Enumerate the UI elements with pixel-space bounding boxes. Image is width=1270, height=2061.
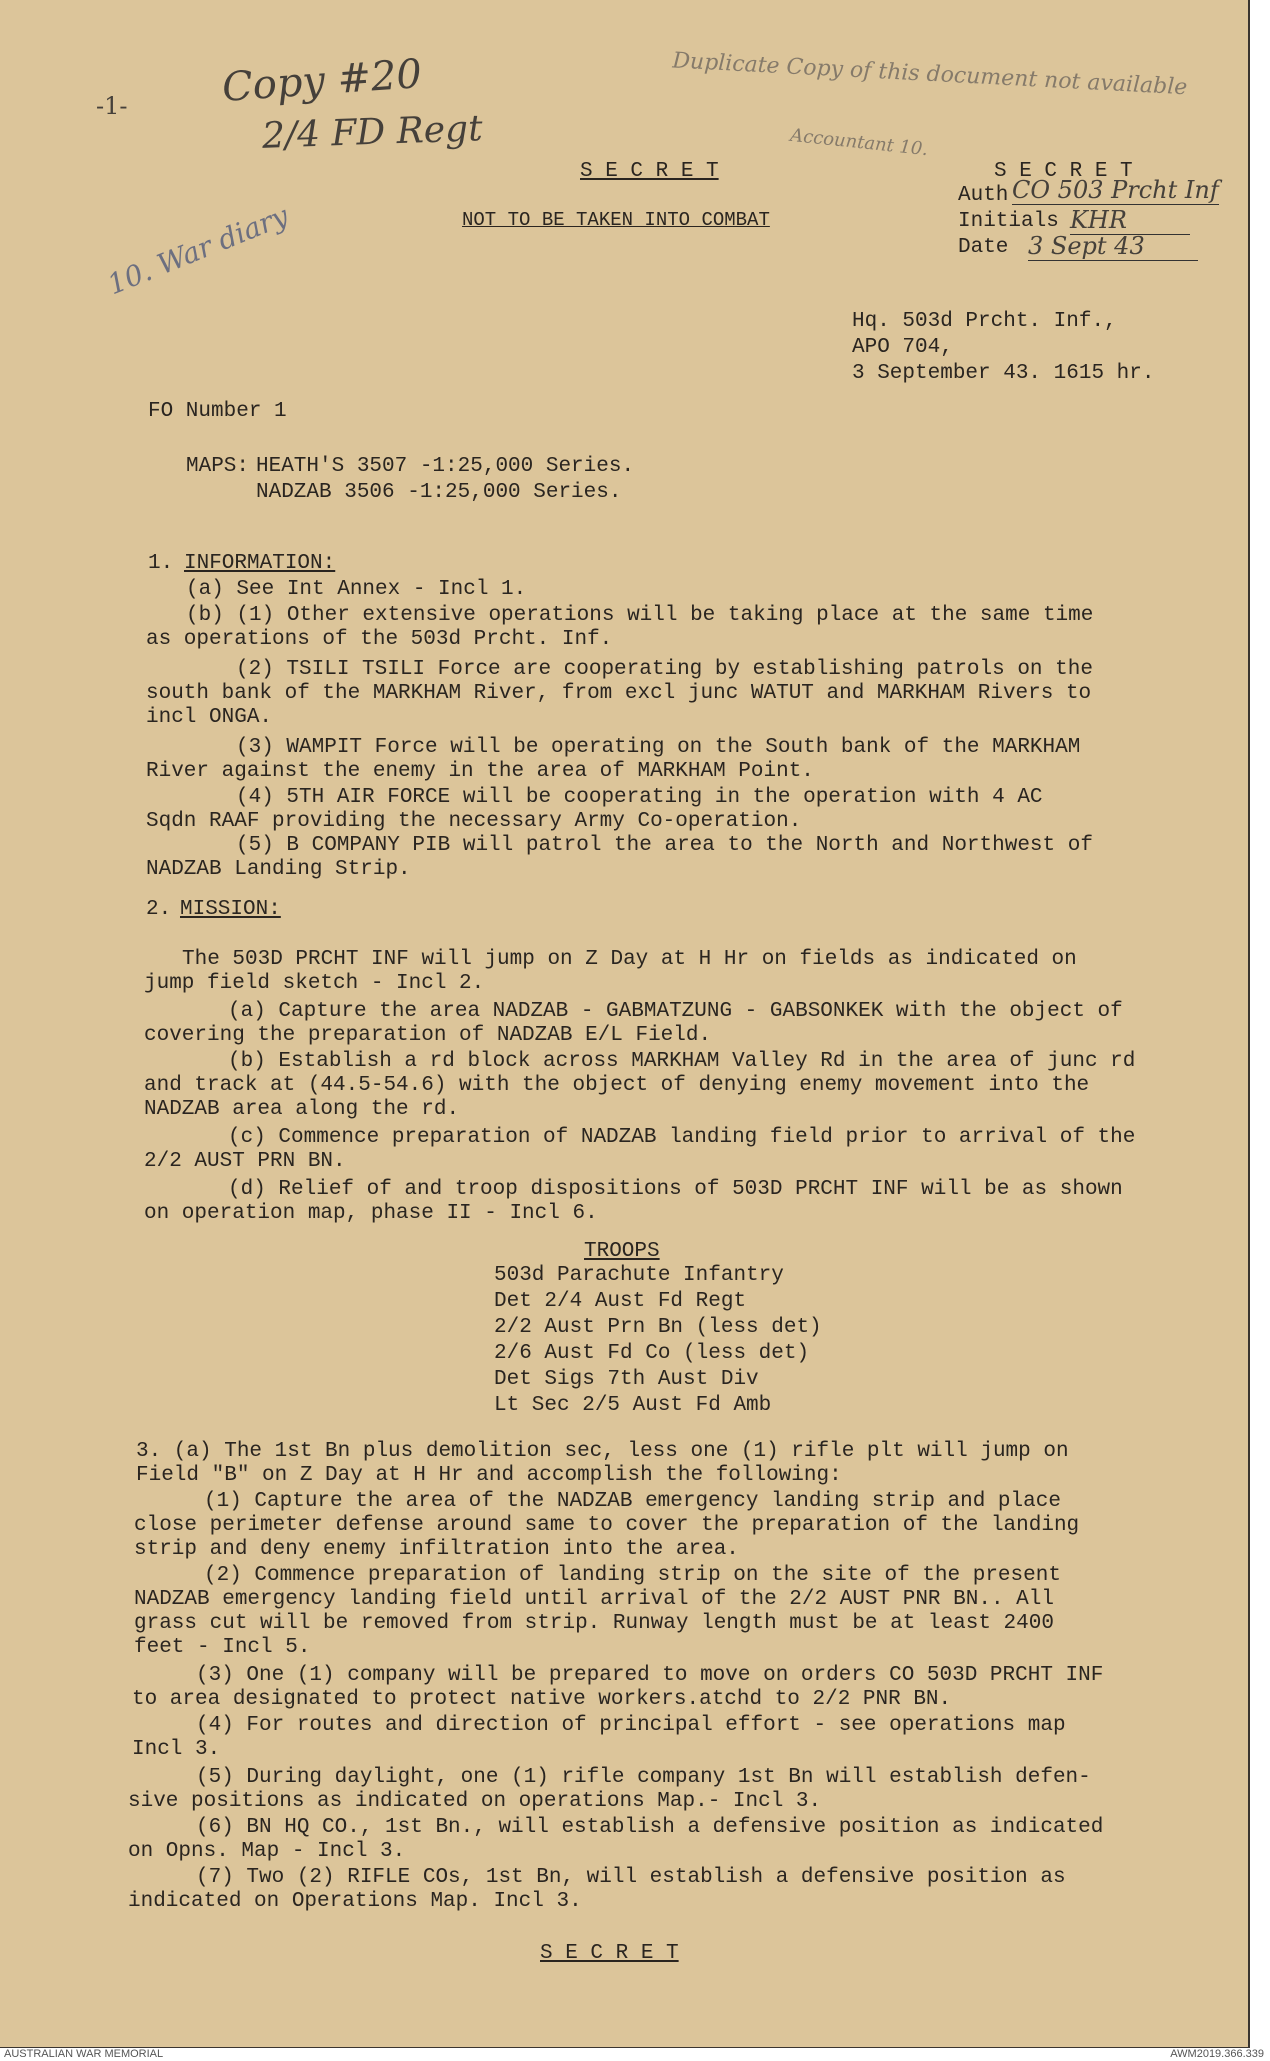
info-line: (3) WAMPIT Force will be operating on the South bank of the MARKHAM [236,736,1081,759]
archive-footer [0,2048,1270,2061]
section3-line: indicated on Operations Map. Incl 3. [128,1890,582,1913]
not-to-be-taken-into-combat: NOT TO BE TAKEN INTO COMBAT [462,209,770,231]
mission-line: and track at (44.5-54.6) with the object of denying enemy movement into the [144,1074,1090,1097]
mission-line: (c) Commence preparation of NADZAB landing field prior to arrival of the [228,1126,1136,1149]
section3-line: (3) One (1) company will be prepared to move on orders CO 503D PRCHT INF [196,1664,1104,1687]
section3-line: (2) Commence preparation of landing strip on the site of the present [204,1564,1061,1587]
mission-line: covering the preparation of NADZAB E/L Field. [144,1024,712,1047]
auth-label: Auth [958,184,1009,207]
handwritten-copy-number: Copy #20 [220,51,424,111]
date-value: 3 Sept 43 [1028,232,1198,261]
section3-line: Incl 3. [132,1738,221,1761]
auth-value: CO 503 Prcht Inf [1012,176,1219,204]
handwritten-unit: 2/4 FD Regt [261,108,484,157]
maps-line-2: NADZAB 3506 -1:25,000 Series. [256,481,622,504]
troops-item: Det 2/4 Aust Fd Regt [494,1290,747,1313]
maps-line-1: HEATH'S 3507 -1:25,000 Series. [256,455,635,478]
secret-footer: S E C R E T [540,1942,679,1965]
maps-label: MAPS: [186,455,250,478]
hq-line-2: APO 704, [852,336,953,359]
mission-line: jump field sketch - Incl 2. [144,972,485,995]
troops-item: Det Sigs 7th Aust Div [494,1368,759,1391]
section3-line: strip and deny enemy infiltration into the area. [134,1538,739,1561]
date-label: Date [958,236,1009,259]
mission-line: (a) Capture the area NADZAB - GABMATZUNG - GABSONKEK with the object of [228,1000,1123,1023]
mission-line: on operation map, phase II - Incl 6. [144,1202,598,1225]
section3-line: (6) BN HQ CO., 1st Bn., will establish a defensive position as indicated [196,1816,1104,1839]
initials-label: Initials [958,210,1059,233]
hq-line-3: 3 September 43. 1615 hr. [852,362,1155,385]
info-line: incl ONGA. [146,706,273,729]
fo-number: FO Number 1 [148,400,287,423]
info-line: River against the enemy in the area of MARKHAM Point. [146,760,814,783]
troops-heading: TROOPS [584,1240,660,1263]
section3-line: 3. (a) The 1st Bn plus demolition sec, less one (1) rifle plt will jump on [136,1440,1069,1463]
mission-line: The 503D PRCHT INF will jump on Z Day at H Hr on fields as indicated on [182,948,1077,971]
troops-item: 2/2 Aust Prn Bn (less det) [494,1316,822,1339]
information-number: 1. [148,552,174,575]
section3-line: feet - Incl 5. [134,1636,311,1659]
initials-value: KHR [1070,206,1190,235]
archive-catalogue-number: AWM2019.366.339 [1170,2048,1264,2060]
secret-right-header: S E C R E T [994,160,1133,183]
section3-line: to area designated to protect native workers.atchd to 2/2 PNR BN. [132,1688,952,1711]
hq-line-1: Hq. 503d Prcht. Inf., [852,310,1117,333]
section3-line: sive positions as indicated on operations Map.- Incl 3. [128,1790,822,1813]
info-line: as operations of the 503d Prcht. Inf. [146,628,613,651]
handwritten-margin-note: 10. War diary [102,198,293,302]
archive-source: AUSTRALIAN WAR MEMORIAL [4,2048,164,2060]
mission-line: (b) Establish a rd block across MARKHAM Valley Rd in the area of junc rd [228,1050,1136,1073]
troops-item: 2/6 Aust Fd Co (less det) [494,1342,810,1365]
info-line: NADZAB Landing Strip. [146,858,411,881]
mission-heading: MISSION: [180,898,281,921]
mission-number: 2. [146,898,172,921]
info-line: (b) (1) Other extensive operations will be taking place at the same time [186,604,1094,627]
secret-header: S E C R E T [580,160,719,183]
troops-item: Lt Sec 2/5 Aust Fd Amb [494,1394,772,1417]
section3-line: on Opns. Map - Incl 3. [128,1840,406,1863]
section3-line: (5) During daylight, one (1) rifle company 1st Bn will establish defen- [196,1766,1091,1789]
handwritten-initials: Accountant 10. [789,124,930,161]
mission-line: (d) Relief of and troop dispositions of 503D PRCHT INF will be as shown [228,1178,1123,1201]
section3-line: Field "B" on Z Day at H Hr and accomplish the following: [136,1464,842,1487]
section3-line: close perimeter defense around same to cover the preparation of the landing [134,1514,1080,1537]
info-line: (2) TSILI TSILI Force are cooperating by establishing patrols on the [236,658,1093,681]
section3-line: NADZAB emergency landing field until arrival of the 2/2 AUST PNR BN.. All [134,1588,1054,1611]
section3-line: (1) Capture the area of the NADZAB emergency landing strip and place [204,1490,1061,1513]
info-line: (5) B COMPANY PIB will patrol the area to the North and Northwest of [236,834,1093,857]
section3-line: (4) For routes and direction of principal effort - see operations map [196,1714,1066,1737]
information-heading: INFORMATION: [184,552,336,575]
handwritten-duplicate-note: Duplicate Copy of this document not available [671,48,1188,101]
info-line: (4) 5TH AIR FORCE will be cooperating in the operation with 4 AC [236,786,1043,809]
section3-line: grass cut will be removed from strip. Runway length must be at least 2400 [134,1612,1054,1635]
mission-line: 2/2 AUST PRN BN. [144,1150,346,1173]
info-line: (a) See Int Annex - Incl 1. [186,578,527,601]
info-line: south bank of the MARKHAM River, from excl junc WATUT and MARKHAM Rivers to [146,682,1092,705]
troops-item: 503d Parachute Infantry [494,1264,784,1287]
page-number-mark: -1- [96,92,128,120]
section3-line: (7) Two (2) RIFLE COs, 1st Bn, will establish a defensive position as [196,1866,1066,1889]
mission-line: NADZAB area along the rd. [144,1098,460,1121]
info-line: Sqdn RAAF providing the necessary Army Co-operation. [146,810,802,833]
